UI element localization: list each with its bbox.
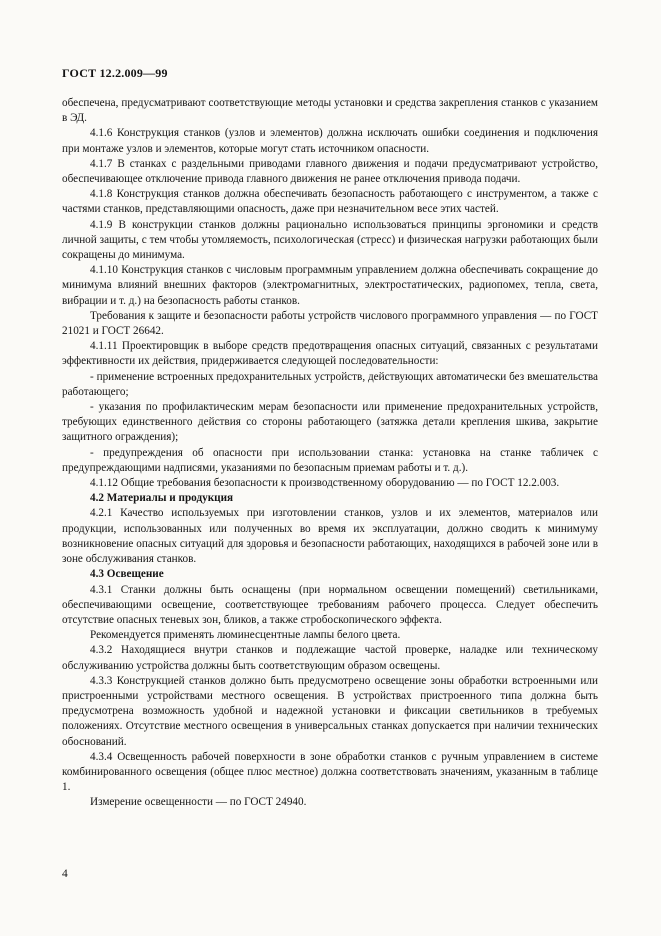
clause-4-1-10: 4.1.10 Конструкция станков с числовым программным управлением должна обеспечивать сокращение до минимума влияний внешних факторов (электромагнитных, электростатических, радиопомех, тепла, света, вибрации и т. д.) на безопасность работы станков. (62, 264, 598, 307)
clause-4-2-1: 4.2.1 Качество используемых при изготовлении станков, узлов и их элементов, материалов или продукции, использованных или полученных во время их эксплуатации, должно сводить к минимуму возникновение опасных ситуаций для здоровья и безопасности работающих, находящихся в рабочей зоне или в зоне обслуживания станков. (62, 507, 598, 566)
clause-4-1-12: 4.1.12 Общие требования безопасности к производственному оборудованию — по ГОСТ 12.2.003. (90, 477, 560, 490)
clause-4-3-4-note: Измерение освещенности — по ГОСТ 24940. (90, 796, 307, 809)
list-item: - предупреждения об опасности при использовании станка: установка на станке табличек с предупреждающими надписями, указаниями по безопасным приемам работы и т. д.). (62, 446, 598, 474)
clause-4-1-11: 4.1.11 Проектировщик в выборе средств предотвращения опасных ситуаций, связанных с результатами эффективности их действия, придерживается следующей последовательности: (62, 340, 598, 368)
clause-4-1-8: 4.1.8 Конструкция станков должна обеспечивать безопасность работающего с инструментом, а также с частями станков, представляющими опасность, даже при незначительном весе этих частей. (62, 188, 598, 216)
section-heading-4-2: 4.2 Материалы и продукция (90, 492, 234, 505)
document-body (62, 96, 598, 811)
clause-4-1-9: 4.1.9 В конструкции станков должны рационально использоваться принципы эргономики и средств личной защиты, с тем чтобы утомляемость, психологическая (стресс) и физическая нагрузки работающих были сокращены до минимума. (62, 218, 598, 262)
list-item: - указания по профилактическим мерам безопасности или применение предохранительных устройств, требующих единственного действия со стороны работающего (затяжка детали крепления шкива, закрытие защитного ограждения); (62, 401, 598, 444)
page-number: 4 (62, 868, 68, 880)
clause-4-1-10-note: Требования к защите и безопасности работы устройств числового программного управления — по ГОСТ 21021 и ГОСТ 26642. (62, 309, 598, 338)
clause-4-3-1-note: Рекомендуется применять люминесцентные лампы белого цвета. (90, 629, 401, 642)
list-item: - применение встроенных предохранительных устройств, действующих автоматически без вмешательства работающего; (62, 370, 598, 398)
clause-4-3-4: 4.3.4 Освещенность рабочей поверхности в зоне обработки станков с ручным управлением в системе комбинированного освещения (общее плюс местное) должна соответствовать значениям, указанным в таблице 1. (62, 750, 598, 794)
paragraph-continuation: обеспечена, предусматривают соответствующие методы установки и средства закрепления станков с указанием в ЭД. (62, 97, 598, 125)
section-heading-4-3: 4.3 Освещение (90, 568, 164, 581)
clause-4-3-3: 4.3.3 Конструкцией станков должно быть предусмотрено освещение зоны обработки встроенными или пристроенными устройствами местного освещения. В устройствах пристроенного типа должна быть предусмотрена возможность удобной и надежной установки и фиксации светильников в требуемых положениях. Отсутствие местного освещения в универсальных станках допускается при наличии технических обоснований. (62, 674, 598, 748)
clause-4-3-2: 4.3.2 Находящиеся внутри станков и подлежащие частой проверке, наладке или техническому обслуживанию устройства должны быть соответствующим образом освещены. (62, 644, 598, 672)
clause-4-1-7: 4.1.7 В станках с раздельными приводами главного движения и подачи предусматривают устройство, обеспечивающее отключение привода главного движения не ранее отключения привода подачи. (62, 157, 598, 186)
clause-4-3-1: 4.3.1 Станки должны быть оснащены (при нормальном освещении помещений) светильниками, обеспечивающими освещение, соответствующее требованиям рабочего процесса. Следует обеспечить отсутствие опасных теневых зон, бликов, а также стробоскопического эффекта. (62, 583, 598, 626)
clause-4-1-6: 4.1.6 Конструкция станков (узлов и элементов) должна исключать ошибки соединения и подключения при монтаже узлов и элементов, которые могут стать источником опасности. (62, 127, 598, 155)
document-header: ГОСТ 12.2.009—99 (62, 66, 168, 80)
